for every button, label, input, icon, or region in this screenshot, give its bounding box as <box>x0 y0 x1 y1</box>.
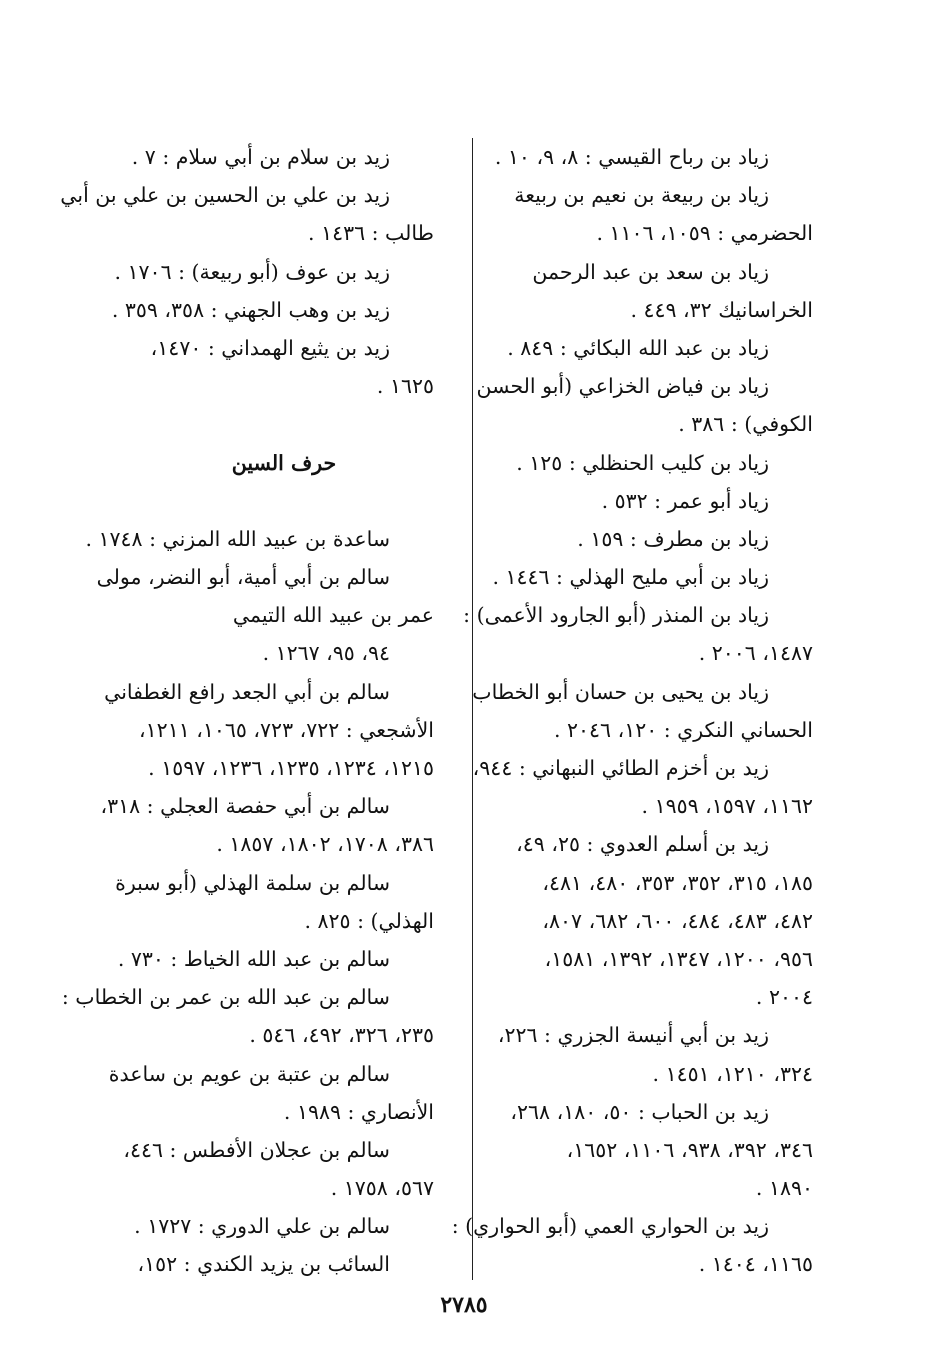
index-entry-continuation: الأنصاري : ١٩٨٩ . <box>283 1099 434 1124</box>
index-entry: ساعدة بن عبيد الله المزني : ١٧٤٨ . <box>85 526 390 551</box>
index-entry: سالم بن سلمة الهذلي (أبو سبرة <box>115 870 390 895</box>
index-entry: زياد بن سعد بن عبد الرحمن <box>532 259 769 284</box>
index-entry: سالم بن عجلان الأفطس : ٤٤٦، <box>123 1137 390 1162</box>
index-entry: زياد بن ربيعة بن نعيم بن ربيعة <box>514 183 769 208</box>
column-divider <box>472 138 473 1280</box>
index-entry: زياد بن يحيى بن حسان أبو الخطاب <box>472 679 769 704</box>
index-entry-continuation: ١٦٢٥ . <box>376 374 434 399</box>
blank-line <box>134 482 434 520</box>
left-column <box>60 138 434 1284</box>
blank-line <box>134 405 434 443</box>
index-entry: سالم بن أبي حفصة العجلي : ٣١٨، <box>100 794 390 819</box>
index-entry: سالم بن أبي أمية، أبو النضر، مولى <box>96 565 390 590</box>
index-entry: سالم بن عتبة بن عويم بن ساعدة <box>108 1061 390 1086</box>
index-entry-continuation: الخراسانيك ٣٢، ٤٤٩ . <box>630 297 813 322</box>
index-entry-continuation: الحساني النكري : ١٢٠، ٢٠٤٦ . <box>553 717 813 742</box>
index-entry: السائب بن يزيد الكندي : ١٥٢، <box>137 1252 390 1277</box>
index-entry-continuation: ٣٨٦، ١٧٠٨، ١٨٠٢، ١٨٥٧ . <box>216 832 434 857</box>
index-entry: زياد بن فياض الخزاعي (أبو الحسن <box>476 374 769 399</box>
index-entry-continuation: ٣٤٦، ٣٩٢، ٩٣٨، ١١٠٦، ١٦٥٢، <box>566 1137 813 1162</box>
index-entry: سالم بن عبد الله بن عمر بن الخطاب : <box>61 985 390 1010</box>
index-entry: زيد بن أخزم الطائي النبهاني : ٩٤٤، <box>472 756 769 780</box>
index-entry: سالم بن علي الدوري : ١٧٢٧ . <box>134 1214 390 1239</box>
index-entry-continuation: ٣٢٤، ١٢١٠، ١٤٥١ . <box>652 1061 813 1086</box>
index-entry-continuation: ١٤٨٧، ٢٠٠٦ . <box>698 641 813 666</box>
index-entry: زياد بن رباح القيسي : ٨، ٩، ١٠ . <box>494 145 769 169</box>
index-entry: زيد بن سلام بن أبي سلام : ٧ . <box>131 145 390 169</box>
index-entry-continuation: الحضرمي : ١٠٥٩، ١١٠٦ . <box>596 221 813 246</box>
index-entry: زياد بن المنذر (أبو الجارود الأعمى) : <box>463 603 769 628</box>
index-entry-continuation: ١٢١٥، ١٢٣٤، ١٢٣٥، ١٢٣٦، ١٥٩٧ . <box>148 756 434 780</box>
index-entry-continuation: الهذلي) : ٨٢٥ . <box>304 908 434 933</box>
index-entry: زيد بن علي بن الحسين بن علي بن أبي <box>60 183 390 208</box>
index-entry-continuation: ١٨٩٠ . <box>755 1176 813 1201</box>
index-entry: زيد بن الحباب : ٥٠، ١٨٠، ٢٦٨، <box>510 1099 769 1124</box>
index-entry: زياد بن مطرف : ١٥٩ . <box>577 526 769 551</box>
index-entry: سالم بن عبد الله الخياط : ٧٣٠ . <box>117 946 390 971</box>
index-entry-continuation: ١٨٥، ٣١٥، ٣٥٢، ٣٥٣، ٤٨٠، ٤٨١، <box>542 870 813 895</box>
index-entry-continuation: طالب : ١٤٣٦ . <box>308 221 434 246</box>
index-entry-continuation: ٩٥٦، ١٢٠٠، ١٣٤٧، ١٣٩٢، ١٥٨١، <box>544 946 813 971</box>
index-entry-continuation: ٥٦٧، ١٧٥٨ . <box>330 1176 434 1201</box>
index-entry: زياد بن أبي مليح الهذلي : ١٤٤٦ . <box>492 565 769 590</box>
index-entry: زياد بن عبد الله البكائي : ٨٤٩ . <box>507 335 769 360</box>
index-entry-continuation: ١١٦٥، ١٤٠٤ . <box>698 1252 813 1277</box>
index-entry: زياد بن كليب الحنظلي : ١٢٥ . <box>516 450 769 475</box>
index-entry: زيد بن وهب الجهني : ٣٥٨، ٣٥٩ . <box>111 297 390 322</box>
index-entry-continuation: الكوفي) : ٣٨٦ . <box>678 412 813 437</box>
index-entry: زياد أبو عمر : ٥٣٢ . <box>601 488 769 513</box>
section-heading: حرف السين <box>231 450 337 475</box>
right-column <box>451 138 813 1284</box>
index-entry: زيد بن الحواري العمي (أبو الحواري) : <box>451 1214 769 1239</box>
index-entry: زيد بن عوف (أبو ربيعة) : ١٧٠٦ . <box>114 259 390 284</box>
index-entry: زيد بن أبي أنيسة الجزري : ٢٢٦، <box>497 1023 769 1048</box>
index-entry: ٩٤، ٩٥، ١٢٦٧ . <box>262 641 390 666</box>
index-entry-continuation: ٢٣٥، ٣٢٦، ٤٩٢، ٥٤٦ . <box>249 1023 434 1048</box>
index-entry: زيد بن أسلم العدوي : ٢٥، ٤٩، <box>516 832 769 857</box>
index-entry-continuation: ٢٠٠٤ . <box>755 985 813 1010</box>
index-entry-continuation: ١١٦٢، ١٥٩٧، ١٩٥٩ . <box>641 794 813 819</box>
index-entry: سالم بن أبي الجعد رافع الغطفاني <box>104 679 390 704</box>
index-entry-continuation: الأشجعي : ٧٢٢، ٧٢٣، ١٠٦٥، ١٢١١، <box>139 717 434 742</box>
page-number: ٢٧٨٥ <box>440 1292 488 1318</box>
index-entry-continuation: ٤٨٢، ٤٨٣، ٤٨٤، ٦٠٠، ٦٨٢، ٨٠٧، <box>542 908 813 933</box>
index-entry: زيد بن يثيع الهمداني : ١٤٧٠، <box>150 335 390 360</box>
index-entry-continuation: عمر بن عبيد الله التيمي <box>232 603 434 628</box>
